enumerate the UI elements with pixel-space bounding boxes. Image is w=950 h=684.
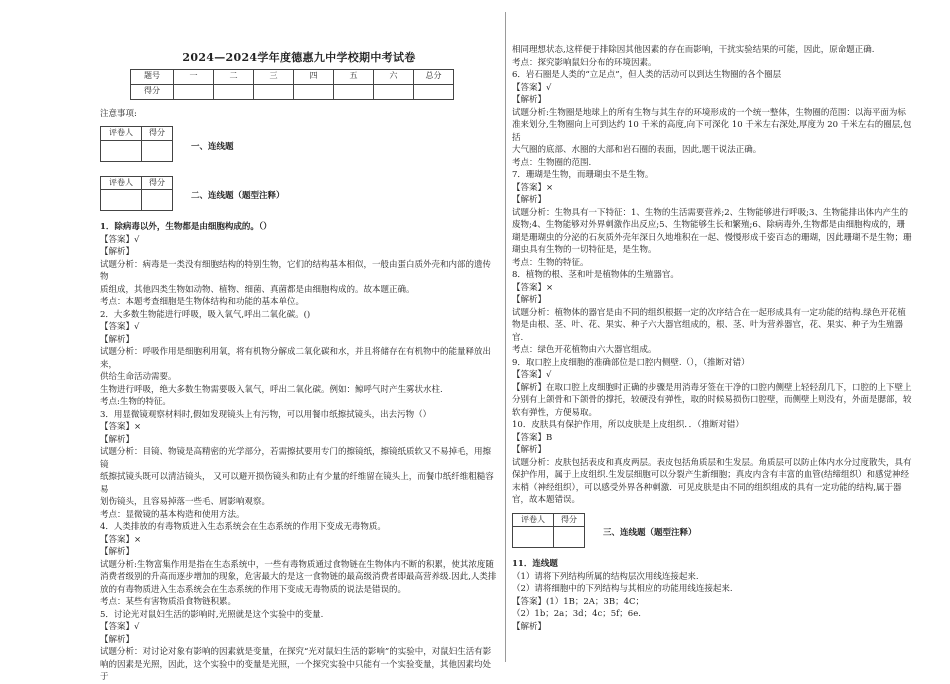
question-line: 【答案】√ (512, 82, 552, 93)
section-1-title: 一、连线题 (191, 141, 234, 152)
score-header-cell: 四 (294, 69, 334, 84)
question-line: 瑚是珊瑚虫的分泌的石灰质外壳年深日久地堆积在一起、慢慢形成千姿百态的珊瑚，因此珊瑚不是生物；珊 (512, 232, 912, 243)
section-3-title: 三、连线题（题型注释） (603, 528, 697, 538)
question-line: 试题分析：呼吸作用是细胞利用氧，将有机物分解成二氧化碳和水，并且将储存在有机物中的能量释放出来， (100, 347, 492, 370)
question-line: 【解析】 (100, 247, 135, 257)
score-cell (142, 190, 173, 211)
grader-cell (513, 527, 554, 548)
notice-label: 注意事项: (100, 108, 137, 119)
score-cell (142, 140, 173, 161)
question-line: 8．植物的根、茎和叶是植物体的生殖器官。 (512, 270, 679, 280)
question-line: 考点：本题考查细胞是生物体结构和功能的基本单位。 (100, 297, 305, 307)
question-line: 10．皮肤具有保护作用，所以皮肤是上皮组织．．（推断对错） (512, 420, 744, 430)
question-line: （2）请将细胞中的下列结构与其相应的功能用线连接起来. (512, 584, 733, 594)
question-line: 考点：显微镜的基本构造和使用方法。 (100, 509, 245, 520)
question-line: 试题分析：对讨论对象有影响的因素就是变量，在探究“光对鼠妇生活的影响”的实验中，对鼠妇生活有影 (100, 647, 492, 657)
question-line: 考点:生物的特征。 (100, 397, 171, 407)
question-line: 试题分析：皮肤包括表皮和真皮两层。表皮包括角质层和生发层。角质层可以防止体内水分过度散失，具有 (512, 457, 912, 468)
question-line: 【解析】 (512, 621, 547, 632)
score-label: 得分 (142, 176, 173, 190)
left-question-text (100, 221, 498, 684)
section-2-title: 二、连线题（题型注释） (191, 191, 285, 201)
score-header-cell: 二 (214, 69, 254, 84)
right-question-text-2 (512, 558, 912, 633)
question-line: 划伤镜头，且容易掉落一些毛、屑影响观察。 (100, 497, 271, 507)
score-header-cell: 三 (254, 69, 294, 84)
question-line: 【答案】× (100, 422, 142, 432)
question-line: 考点：某些有害物质沿食物链积累。 (100, 597, 237, 607)
score-label: 得分 (554, 513, 585, 527)
grader-label: 评卷人 (101, 176, 142, 190)
grader-label: 评卷人 (101, 127, 142, 141)
question-line: 7．珊瑚是生物，而珊瑚虫不是生物。 (512, 170, 654, 180)
question-line: 【解析】 (100, 547, 135, 557)
question-line: 保护作用，属于上皮组织.生发层细胞可以分裂产生新细胞；真皮内含有丰富的血管(结缔组织）和感觉神经 (512, 470, 910, 480)
grader-cell (101, 190, 142, 211)
question-line: 考点：生物圈的范围. (512, 157, 592, 168)
score-cell (174, 84, 214, 99)
question-line: 【答案】× (512, 182, 554, 193)
question-line: 生物进行呼吸，绝大多数生物需要吸入氧气，呼出二氧化碳。例如：鲸呼气时产生雾状水柱. (100, 384, 443, 395)
document-title: 2024—2024学年度德惠九中学校期中考试卷 (182, 51, 416, 64)
question-line: 废物;4、生物能够对外界刺激作出反应;5、生物能够生长和繁殖;6、除病毒外,生物都是由细胞构成的，珊 (512, 220, 906, 230)
grader-table (512, 513, 585, 549)
question-line: 软有弹性，方便易取。 (512, 407, 598, 418)
left-column (100, 0, 498, 684)
question-line: 9．取口腔上皮细胞的准确部位是口腔内侧壁.（），（推断对错） (512, 357, 750, 368)
question-line: 物是由根、茎、叶、花、果实、种子六大器官组成的，根、茎、叶为营养器官，花、果实、种子为生殖器官. (512, 320, 904, 343)
question-line: 【解析】 (100, 434, 135, 445)
section-1-block (100, 122, 498, 162)
grader-cell (101, 140, 142, 161)
question-line: 5．讨论光对鼠妇生活的影响时,光照就是这个实验中的变量. (100, 609, 324, 620)
question-line: 试题分析：生物具有一下特征：1、生物的生活需要营养;2、生物能够进行呼吸;3、生物能排出体内产生的 (512, 207, 908, 218)
question-line: 准来划分,生物圈向上可到达约 10 千米的高度,向下可深化 10 千米左右深处,厚度为 20 千米左右的圈层,包括 (512, 120, 912, 143)
question-line: 【解析】 (100, 634, 135, 645)
score-table (130, 69, 454, 100)
question-line: 2．大多数生物能进行呼吸，吸入氧气,呼出二氧化碳。() (100, 309, 311, 320)
column-divider (505, 12, 506, 662)
question-line: 考点：绿色开花植物由六大器官组成。 (512, 345, 657, 355)
question-line: 【解析】在取口腔上皮细胞时正确的步骤是用消毒牙签在干净的口腔内侧壁上轻轻刮几下，口腔的上下壁上 (512, 382, 912, 393)
question-line: 试题分析：病毒是一类没有细胞结构的特别生物，它们的结构基本相似，一般由蛋白质外壳和内部的遗传物 (100, 259, 492, 282)
question-line: 11．连线题 (512, 559, 558, 569)
question-line: 【答案】√ (512, 370, 552, 380)
score-header-cell: 题号 (131, 69, 174, 84)
question-line: 纸擦拭镜头既可以清洁镜头， 又可以避开损伤镜头和防止有少量的纤维留在镜头上，而餐巾纸纤维粗糙容易 (100, 472, 494, 495)
question-line: （2）1b；2a；3d；4c；5f；6e. (512, 609, 641, 619)
question-line: 【答案】√ (100, 622, 140, 632)
question-line: 考点：探究影响鼠妇分布的环境因素。 (512, 57, 657, 68)
question-line: 供给生命活动需要。 (100, 372, 177, 382)
question-line: 放的有毒物质进入生态系统会在生态系统的作用下变成无毒物质的说法是错误的。 (100, 584, 407, 595)
score-header-cell: 一 (174, 69, 214, 84)
grader-table (100, 176, 173, 212)
score-cell (214, 84, 254, 99)
question-line: 【答案】B (512, 432, 553, 443)
question-line: 【答案】× (512, 282, 554, 293)
question-line: 相同理想状态,这样便于排除因其他因素的存在而影响，干扰实验结果的可能，因此，原命题正确. (512, 45, 875, 55)
grader-table (100, 126, 173, 162)
score-cell (334, 84, 374, 99)
question-line: 4．人类排放的有毒物质进入生态系统会在生态系统的作用下变成无毒物质。 (100, 522, 386, 532)
question-line: 考点：生物的特征。 (512, 257, 589, 268)
section-3-block (512, 509, 912, 549)
question-line: 末梢（神经组织），可以感受外界各种刺激．可见皮肤是由不同的组织组成的具有一定功能的结构,属于器 (512, 482, 902, 493)
question-line: 响的因素是光照，因此，这个实验中的变量是光照，一个探究实验中只能有一个实验变量，其他因素均处于 (100, 659, 492, 682)
score-label: 得分 (142, 127, 173, 141)
question-line: 【解析】 (100, 334, 135, 345)
question-line: 分别有上颌骨和下颌骨的撑托，较硬没有弹性，取的时候易损伤口腔壁，而侧壁上则没有，外面是腮部，较 (512, 395, 912, 405)
question-line: 试题分析:生物圈是地球上的所有生物与其生存的环境形成的一个统一整体，生物圈的范围：以海平面为标 (512, 107, 906, 118)
right-question-text (512, 44, 912, 507)
question-line: （1）请将下列结构所属的结构层次用线连接起来. (512, 571, 699, 582)
question-line: 【解析】 (512, 95, 547, 105)
score-cell (554, 527, 585, 548)
score-table-score-row (131, 84, 454, 99)
score-header-cell: 总分 (414, 69, 454, 84)
question-line: 大气圈的底部、水圈的大部和岩石圈的表面，因此,题干说法正确。 (512, 145, 762, 155)
question-line: 【答案】√ (100, 322, 140, 332)
question-line: 【答案】× (100, 534, 142, 545)
question-line: 【解析】 (512, 195, 547, 205)
question-line: 1．除病毒以外，生物都是由细胞构成的。（） (100, 222, 272, 232)
score-cell (254, 84, 294, 99)
question-line: 试题分析:生物富集作用是指在生态系统中，一些有毒物质通过食物链在生物体内不断的积累，使其浓度随 (100, 559, 494, 570)
score-row-label: 得分 (131, 84, 174, 99)
score-cell (374, 84, 414, 99)
score-header-cell: 五 (334, 69, 374, 84)
score-cell (414, 84, 454, 99)
question-line: 【答案】√ (100, 234, 140, 245)
question-line: 试题分析：目镜、物镜是高精密的光学部分，若需擦拭要用专门的擦镜纸，擦镜纸质软又不易掉毛，用擦镜 (100, 447, 492, 470)
question-line: 【解析】 (512, 295, 547, 305)
question-line: 官，故本题错误。 (512, 495, 581, 505)
question-line: 【解析】 (512, 445, 547, 455)
score-table-header-row (131, 69, 454, 84)
question-line: 瑚虫具有生物的一切特征是，是生物。 (512, 245, 657, 255)
right-column (512, 44, 912, 633)
question-line: 6．岩石圈是人类的“立足点”，但人类的活动可以到达生物圈的各个圈层 (512, 70, 782, 80)
question-line: 质组成，其他四类生物如动物、植物、细菌、真菌都是由细胞构成的。故本题正确。 (100, 284, 415, 295)
section-2-block (100, 172, 498, 212)
question-line: 【答案】(1）1B；2A；3B；4C； (512, 596, 644, 607)
score-cell (294, 84, 334, 99)
question-line: 试题分析：植物体的器官是由不同的组织根据一定的次序结合在一起形成具有一定功能的结构.绿色开花植 (512, 307, 906, 318)
question-line: 消费者级别的升高而逐步增加的现象，危害最大的是这一食物链的最高级消费者即最高营养级.因此,人类排 (100, 572, 497, 582)
score-header-cell: 六 (374, 69, 414, 84)
question-line: 3．用显微镜观察材料时,假如发现镜头上有污物，可以用餐巾纸擦拭镜头，出去污物（） (100, 409, 432, 420)
grader-label: 评卷人 (513, 513, 554, 527)
